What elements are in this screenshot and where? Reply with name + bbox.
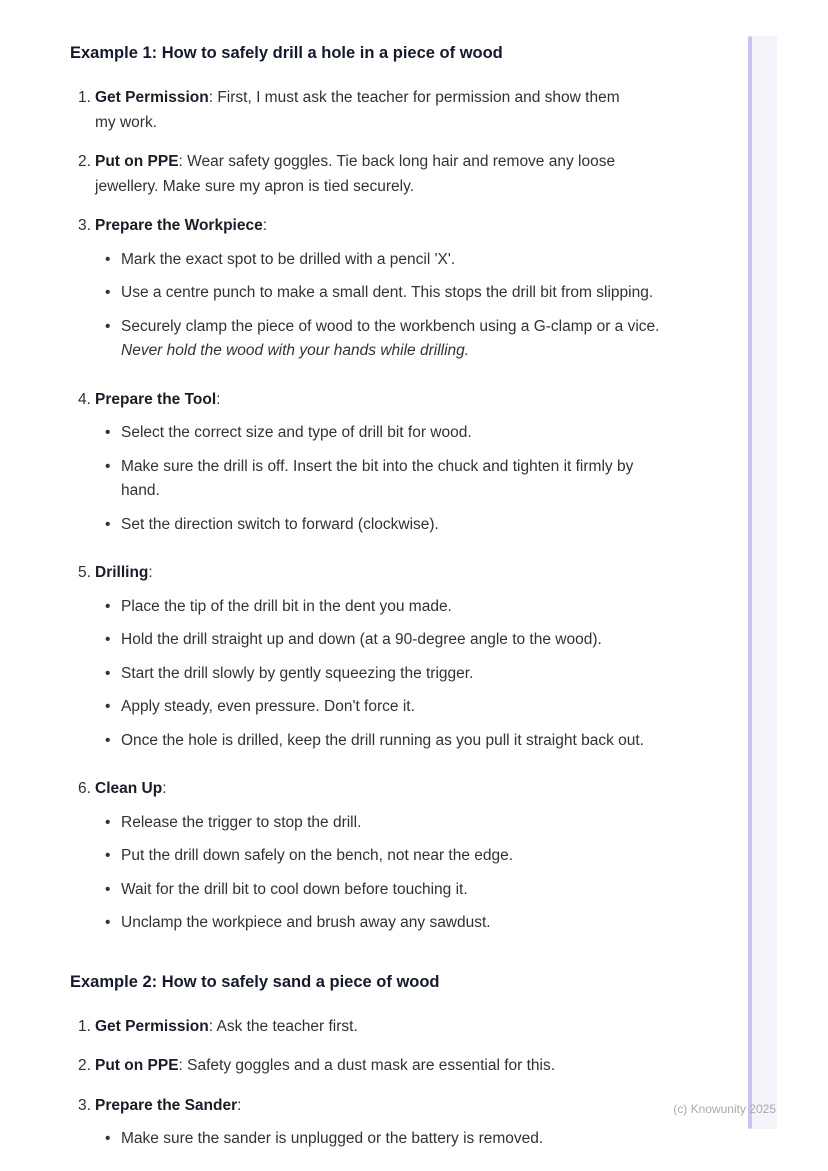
substep-text: Make sure the sander is unplugged or the battery is removed. xyxy=(121,1130,544,1147)
scrollbar-track[interactable] xyxy=(752,36,777,1129)
bullet-icon: • xyxy=(105,698,111,715)
substep-text: Mark the exact spot to be drilled with a pencil 'X'. xyxy=(121,250,456,268)
step-label: Put on PPE xyxy=(95,1057,179,1074)
step-line xyxy=(95,86,643,135)
substep-text: Release the trigger to stop the drill. xyxy=(121,813,362,831)
step-body xyxy=(95,214,674,373)
bullet-icon: • xyxy=(105,317,111,335)
step-number: 2. xyxy=(78,1057,91,1074)
substep-item xyxy=(95,695,674,720)
substep-item xyxy=(95,662,674,687)
step-text: : xyxy=(162,780,167,797)
substep-text: Use a centre punch to make a small dent. This stops the drill bit from slipping. xyxy=(121,284,654,301)
step-text: : Safety goggles and a dust mask are essential for this. xyxy=(178,1057,556,1074)
step-text: : First, I must ask the teacher for permission and show them my work. xyxy=(95,89,620,131)
substep-item xyxy=(95,628,674,653)
step-line xyxy=(95,214,643,239)
substep-item xyxy=(95,844,674,869)
step-number: 2. xyxy=(78,153,91,170)
step-text: : xyxy=(216,390,221,408)
substep-item xyxy=(95,315,674,364)
step-label: Drilling xyxy=(95,564,149,581)
substep-text: Hold the drill straight up and down (at a 90-degree angle to the wood). xyxy=(121,631,602,648)
substep-text: Wait for the drill bit to cool down before touching it. xyxy=(121,880,468,898)
substep-item xyxy=(95,595,674,620)
substeps-list xyxy=(95,421,674,537)
step-label: Clean Up xyxy=(95,780,163,797)
substep-text: Start the drill slowly by gently squeezing the trigger. xyxy=(121,664,474,682)
bullet-icon: • xyxy=(105,424,111,441)
document-content xyxy=(70,42,680,1171)
example-section xyxy=(70,42,680,945)
section-heading: Example 1: How to safely drill a hole in a piece of wood xyxy=(70,44,503,62)
substep-text: Set the direction switch to forward (clockwise). xyxy=(121,515,439,533)
step-line xyxy=(95,1054,643,1079)
section-heading: Example 2: How to safely sand a piece of wood xyxy=(70,972,440,991)
step-body xyxy=(95,388,674,547)
step-line xyxy=(95,388,643,413)
bullet-icon: • xyxy=(105,597,111,615)
example-section xyxy=(70,971,680,1161)
step-number: 6. xyxy=(78,780,91,797)
step-item xyxy=(78,777,674,945)
step-label: Get Permission xyxy=(95,89,209,106)
substeps-list xyxy=(95,1127,674,1152)
bullet-icon: • xyxy=(105,847,111,864)
step-line xyxy=(95,561,643,586)
step-label: Prepare the Sander xyxy=(95,1096,238,1114)
step-item xyxy=(78,388,674,547)
substeps-list xyxy=(95,811,674,936)
step-label: Prepare the Tool xyxy=(95,390,217,408)
step-label: Put on PPE xyxy=(95,153,179,170)
substep-text: Select the correct size and type of drill bit for wood. xyxy=(121,424,472,441)
step-text: : Ask the teacher first. xyxy=(208,1017,358,1035)
substep-text: Unclamp the workpiece and brush away any sawdust. xyxy=(121,914,491,931)
step-text: : xyxy=(148,564,153,581)
step-item xyxy=(78,1015,674,1040)
bullet-icon: • xyxy=(105,515,111,533)
substep-item xyxy=(95,248,674,273)
substeps-list xyxy=(95,248,674,364)
substep-item xyxy=(95,513,674,538)
substep-item xyxy=(95,729,674,754)
substep-text: Once the hole is drilled, keep the drill running as you pull it straight back out. xyxy=(121,731,644,749)
bullet-icon: • xyxy=(105,914,111,931)
substep-item xyxy=(95,455,674,504)
step-number: 3. xyxy=(78,217,91,234)
step-number: 1. xyxy=(78,1017,91,1035)
step-body xyxy=(95,150,674,199)
substep-item xyxy=(95,911,674,936)
step-line xyxy=(95,1094,643,1119)
step-text: : xyxy=(262,217,268,234)
step-line xyxy=(95,150,643,199)
step-item xyxy=(78,214,674,373)
bullet-icon: • xyxy=(105,731,111,749)
substep-text: Put the drill down safely on the bench, not near the edge. xyxy=(121,847,514,864)
step-number: 1. xyxy=(78,89,91,106)
substep-item xyxy=(95,1127,674,1152)
bullet-icon: • xyxy=(105,457,111,475)
step-text: : xyxy=(237,1096,242,1114)
step-body xyxy=(95,1015,674,1040)
step-label: Get Permission xyxy=(95,1017,209,1035)
bullet-icon: • xyxy=(105,880,111,898)
substep-text: Apply steady, even pressure. Don't force it. xyxy=(121,698,415,715)
step-number: 5. xyxy=(78,564,91,581)
step-item xyxy=(78,150,674,199)
steps-list xyxy=(78,1015,674,1161)
step-line xyxy=(95,777,643,802)
bullet-icon: • xyxy=(105,1130,111,1147)
substep-text: Securely clamp the piece of wood to the workbench using a G-clamp or a vice. Never hold the wood with your hands while drilling. xyxy=(121,317,660,359)
step-line xyxy=(95,1015,643,1040)
step-body xyxy=(95,561,674,762)
steps-list xyxy=(78,86,674,945)
substeps-list xyxy=(95,595,674,754)
step-body xyxy=(95,1054,674,1079)
bullet-icon: • xyxy=(105,284,111,301)
step-body xyxy=(95,1094,674,1161)
bullet-icon: • xyxy=(105,664,111,682)
substep-text: Make sure the drill is off. Insert the bit into the chuck and tighten it firmly by hand. xyxy=(121,457,634,499)
scrollbar-thumb[interactable] xyxy=(748,36,752,1129)
step-number: 4. xyxy=(78,390,91,408)
step-label: Prepare the Workpiece xyxy=(95,217,263,234)
step-number: 3. xyxy=(78,1096,91,1114)
step-item xyxy=(78,1094,674,1161)
step-text: : Wear safety goggles. Tie back long hair and remove any loose jewellery. Make sure my apron is tied securely. xyxy=(95,153,616,195)
watermark: (c) Knowunity 2025 xyxy=(673,1102,776,1116)
substep-item xyxy=(95,811,674,836)
step-item xyxy=(78,1054,674,1079)
step-body xyxy=(95,86,674,135)
substep-emphasis: Never hold the wood with your hands while drilling. xyxy=(121,342,470,359)
bullet-icon: • xyxy=(105,250,111,268)
step-body xyxy=(95,777,674,945)
step-item xyxy=(78,561,674,762)
substep-text: Place the tip of the drill bit in the dent you made. xyxy=(121,597,452,615)
substep-item xyxy=(95,878,674,903)
bullet-icon: • xyxy=(105,631,111,648)
substep-item xyxy=(95,281,674,306)
step-item xyxy=(78,86,674,135)
substep-item xyxy=(95,421,674,446)
bullet-icon: • xyxy=(105,813,111,831)
